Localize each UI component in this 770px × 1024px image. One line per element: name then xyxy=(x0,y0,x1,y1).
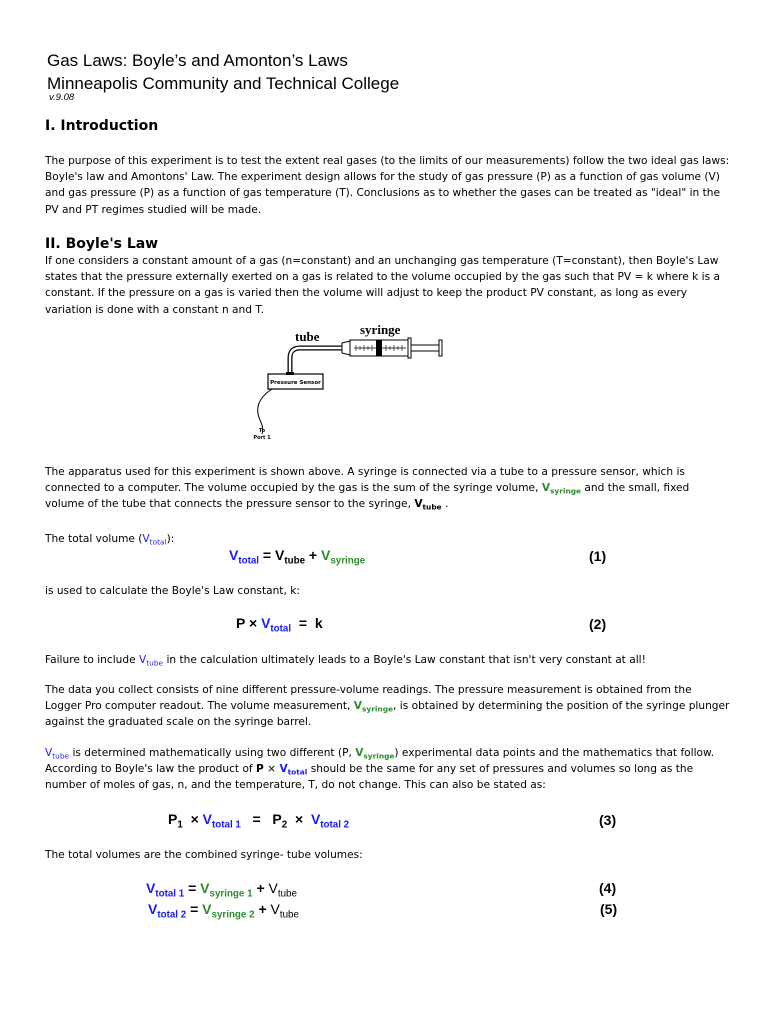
vtube-paragraph: $V_{tube}$ is determined mathematically using two different (P, $V_{syringe}$) experimental data points and the mathematics that follow. According to Boyle's law the product of $P \times V_{total}$ should be the same for any set of pressures and volumes so long as the number of moles of gas, n, and the temperature, T, do not change. This can also be stated as: xyxy=(45,747,715,792)
equation-4-number: (4) xyxy=(599,880,617,896)
calc-text: is used to calculate the Boyle's Law constant, k: xyxy=(45,585,300,597)
intro-heading: I. Introduction xyxy=(45,118,159,134)
tube-label: tube xyxy=(295,329,320,344)
syringe-label: syringe xyxy=(360,322,401,337)
document-title-line-1: Gas Laws: Boyle’s and Amonton’s Laws xyxy=(47,51,348,70)
version-label: v.9.08 xyxy=(49,92,75,103)
combined-text: The total volumes are the combined syringe- tube volumes: xyxy=(45,849,363,861)
syringe-shape xyxy=(342,338,442,358)
equation-1: $V_{total} = V_{tube} + V_{syringe}$ xyxy=(229,547,366,567)
document-title-line-2: Minneapolis Community and Technical College xyxy=(47,74,400,93)
port-label-to: To xyxy=(258,428,266,434)
equation-2: $P \times V_{total} = k$ xyxy=(236,615,323,635)
equation-5-number: (5) xyxy=(600,901,618,917)
apparatus-diagram xyxy=(250,322,450,450)
total-volume-intro: The total volume $(V_{total})$: xyxy=(45,533,175,547)
failure-text: Failure to include $V_{tube}$ in the calculation ultimately leads to a Boyle's Law constant that isn't very constant at all! xyxy=(45,654,646,668)
data-paragraph: The data you collect consists of nine different pressure-volume readings. The pressure measurement is obtained from the Logger Pro computer readout. The volume measurement, $V_{syringe}$, is obtained by determining the position of the syringe plunger against the graduated scale on the syringe barrel. xyxy=(45,684,730,729)
equation-1-number: (1) xyxy=(589,548,607,564)
tube-shape xyxy=(290,348,342,374)
apparatus-paragraph: The apparatus used for this experiment is shown above. A syringe is connected via a tube to a pressure sensor, which is connected to a computer. The volume occupied by the gas is the sum of the syringe volume, $V_{syringe}$ and the small, fixed volume of the tube that connects the pressure sensor to the syringe, $V_{tube}$ . xyxy=(45,466,690,512)
port-label-port1: Port 1 xyxy=(253,435,271,441)
intro-paragraph: The purpose of this experiment is to test the extent real gases (to the limits of our measurements) follow the two ideal gas laws: Boyle's law and Amontons' Law. The experiment design allows for the study of gas pressure (P) as a function of gas volume (V) and gas pressure (P) as a function of gas temperature (T). Conclusions as to whether the gases can be treated as "ideal" in the PV and PT regimes studied will be made. xyxy=(45,155,730,216)
boyle-paragraph: If one considers a constant amount of a gas (n=constant) and an unchanging gas temperature (T=constant), then Boyle's Law states that the pressure externally exerted on a gas is related to the volume occupied by the gas such that PV = k where k is a constant. If the pressure on a gas is varied then the volume will adjust to keep the product PV constant, as long as every variation is done with a constant n and T. xyxy=(45,255,720,316)
boyle-heading: II. Boyle's Law xyxy=(45,236,159,252)
equation-5: $V_{total 2} = V_{syringe 2} + V_{tube}$ xyxy=(148,901,299,921)
equation-4: $V_{total 1} = V_{syringe 1} + V_{tube}$ xyxy=(146,880,297,900)
equation-3-number: (3) xyxy=(599,812,617,828)
equation-3: $P_1 \times V_{total 1}$ = $P_2 \times V_{total 2}$ xyxy=(168,811,350,831)
equation-2-number: (2) xyxy=(589,616,607,632)
pressure-sensor-label: Pressure Sensor xyxy=(270,380,321,386)
